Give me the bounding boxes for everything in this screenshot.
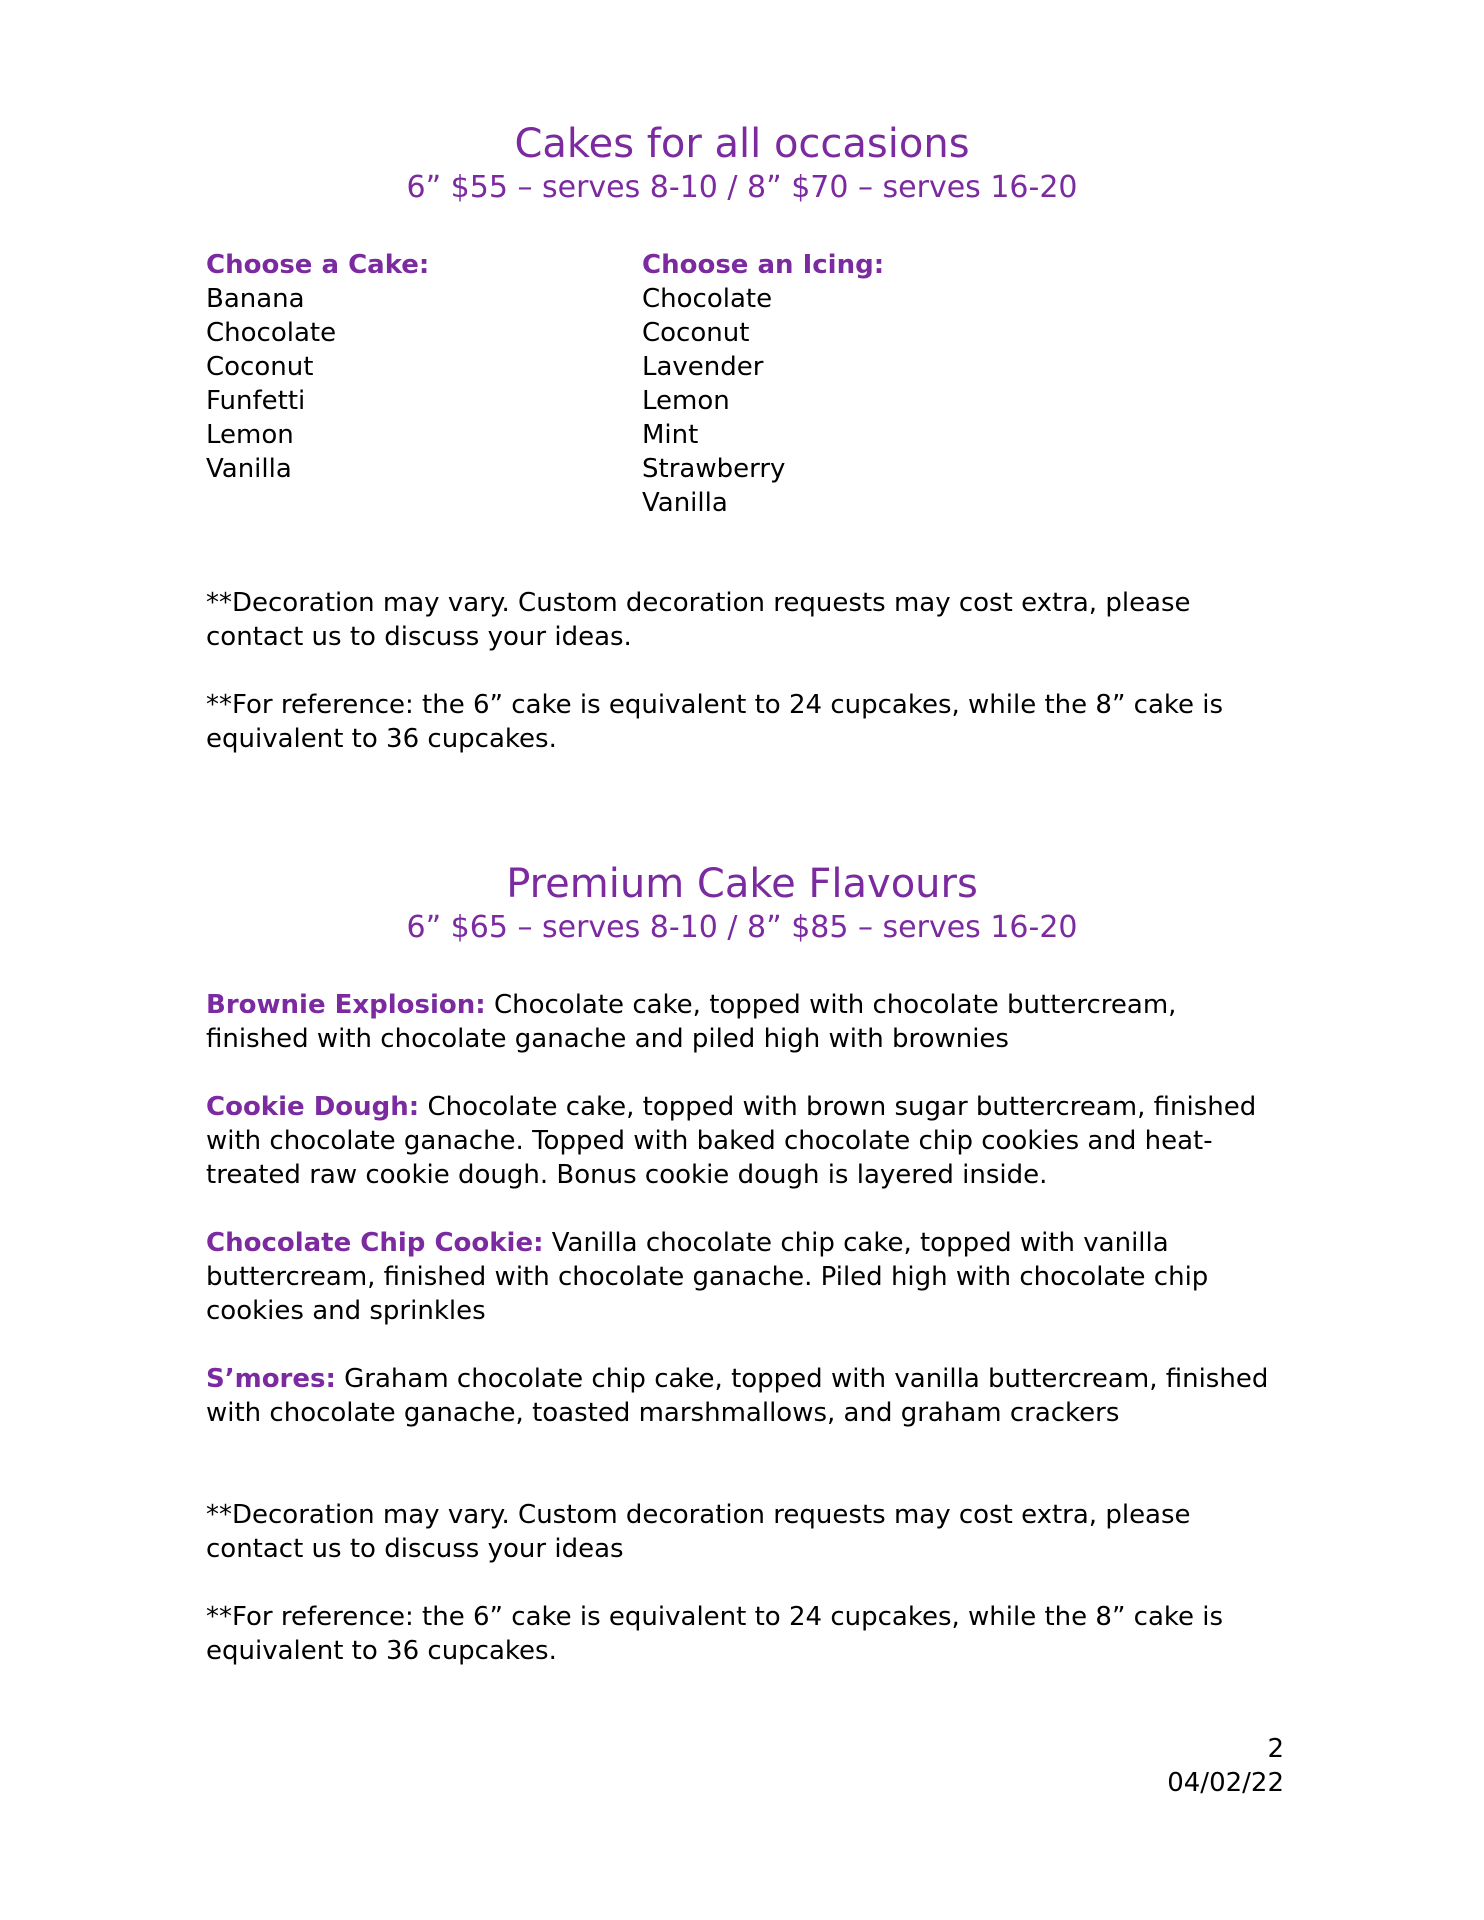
section1-reference-note: **For reference: the 6” cake is equivalent to 24 cupcakes, while the 8” cake is equivalent to 36 cupcakes.: [206, 690, 1224, 754]
cake-column-heading: Choose a Cake:: [206, 250, 430, 280]
icing-option: Lavender: [642, 352, 764, 382]
cake-option: Lemon: [206, 420, 294, 450]
section1-decoration-note: **Decoration may vary. Custom decoration requests may cost extra, please contact us to discuss your ideas.: [206, 588, 1191, 652]
section2-reference-note: **For reference: the 6” cake is equivalent to 24 cupcakes, while the 8” cake is equivalent to 36 cupcakes.: [206, 1602, 1224, 1666]
icing-column: [642, 248, 884, 520]
flavour-name: S’mores:: [206, 1364, 336, 1394]
icing-list: [642, 282, 884, 520]
section2-title: Premium Cake Flavours: [506, 861, 978, 907]
flavour-chocolate-chip-cookie: [206, 1226, 1286, 1328]
flavour-description: Vanilla chocolate chip cake, topped with vanilla buttercream, finished with chocolate ganache. Piled high with chocolate chip cookies and sprinkles: [206, 1228, 1209, 1326]
flavour-description: Chocolate cake, topped with brown sugar buttercream, finished with chocolate ganache. Topped with baked chocolate chip cookies and heat-treated raw cookie dough. Bonus cookie dough is layered inside.: [206, 1092, 1257, 1190]
section2-decoration-note: **Decoration may vary. Custom decoration requests may cost extra, please contact us to discuss your ideas: [206, 1500, 1191, 1564]
icing-option: Coconut: [642, 318, 750, 348]
flavour-name: Chocolate Chip Cookie:: [206, 1228, 544, 1258]
footer-date: 04/02/22: [1167, 1768, 1284, 1798]
flavour-smores: [206, 1362, 1286, 1430]
icing-option: Lemon: [642, 386, 730, 416]
cake-option: Vanilla: [206, 454, 292, 484]
flavour-brownie-explosion: [206, 988, 1286, 1056]
icing-option: Chocolate: [642, 284, 773, 314]
icing-column-heading: Choose an Icing:: [642, 250, 885, 280]
flavour-cookie-dough: [206, 1090, 1286, 1192]
page-footer: [1167, 1732, 1284, 1800]
section1-title: Cakes for all occasions: [514, 121, 970, 167]
section2-price-line: 6” $65 – serves 8-10 / 8” $85 – serves 16-20: [406, 910, 1078, 945]
cake-option: Banana: [206, 284, 305, 314]
icing-option: Mint: [642, 420, 699, 450]
flavour-name: Cookie Dough:: [206, 1092, 420, 1122]
cake-option: Funfetti: [206, 386, 306, 416]
section1-price-line: 6” $55 – serves 8-10 / 8” $70 – serves 16-20: [406, 170, 1078, 205]
flavour-description: Graham chocolate chip cake, topped with vanilla buttercream, finished with chocolate ganache, toasted marshmallows, and graham crackers: [206, 1364, 1269, 1428]
icing-option: Vanilla: [642, 488, 728, 518]
cake-option: Chocolate: [206, 318, 337, 348]
flavour-name: Brownie Explosion:: [206, 990, 486, 1020]
cake-option: Coconut: [206, 352, 314, 382]
page-number: 2: [1267, 1734, 1284, 1764]
flavour-description: Chocolate cake, topped with chocolate buttercream, finished with chocolate ganache and piled high with brownies: [206, 990, 1177, 1054]
cake-list: [206, 282, 429, 486]
icing-option: Strawberry: [642, 454, 786, 484]
cake-column: [206, 248, 429, 486]
